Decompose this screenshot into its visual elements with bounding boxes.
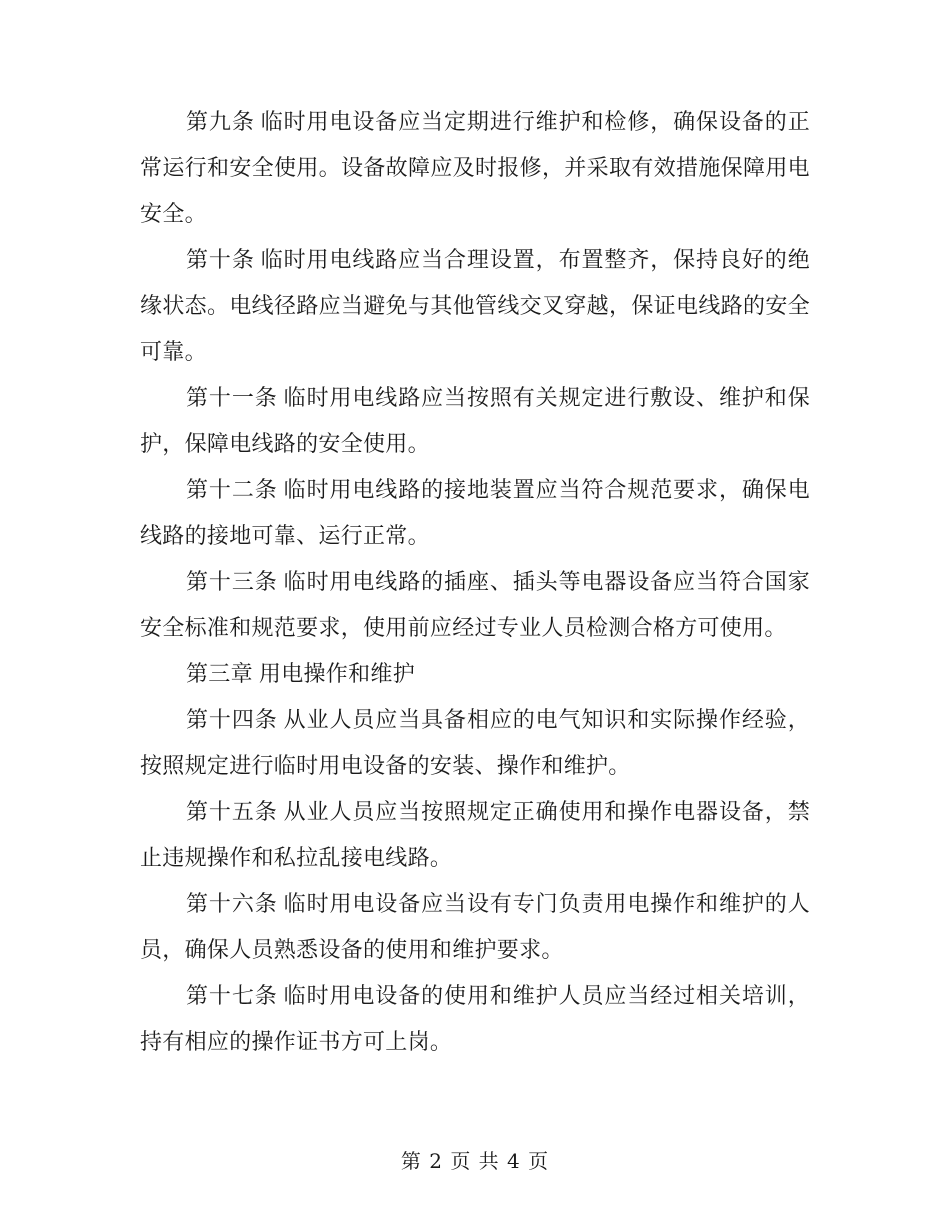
article-9 [140, 100, 810, 238]
article-label: 第十六条 [186, 892, 278, 917]
article-15 [140, 790, 810, 882]
article-text: 临时用电设备的使用和维护人员应当经过相关培训，持有相应的操作证书方可上岗。 [140, 984, 811, 1055]
article-label: 第十一条 [186, 386, 278, 411]
article-10 [140, 238, 810, 376]
document-body [140, 100, 810, 1066]
article-text: 从业人员应当按照规定正确使用和操作电器设备，禁止违规操作和私拉乱接电线路。 [140, 800, 811, 871]
article-label: 第十五条 [186, 800, 278, 825]
article-text: 临时用电设备应当设有专门负责用电操作和维护的人员，确保人员熟悉设备的使用和维护要求。 [140, 892, 811, 963]
article-11 [140, 376, 810, 468]
article-label: 第十条 [186, 248, 255, 273]
page-number-footer: 第 2 页 共 4 页 [400, 1149, 550, 1173]
article-text: 临时用电设备应当定期进行维护和检修，确保设备的正常运行和安全使用。设备故障应及时报修，并采取有效措施保障用电安全。 [140, 110, 810, 227]
article-label: 第十七条 [186, 984, 278, 1009]
article-16 [140, 882, 810, 974]
article-text: 临时用电线路应当按照有关规定进行敷设、维护和保护，保障电线路的安全使用。 [140, 386, 811, 457]
chapter-3-heading [140, 652, 810, 698]
article-text: 临时用电线路的插座、插头等电器设备应当符合国家安全标准和规范要求，使用前应经过专业人员检测合格方可使用。 [140, 570, 811, 641]
article-text: 从业人员应当具备相应的电气知识和实际操作经验，按照规定进行临时用电设备的安装、操作和维护。 [140, 708, 811, 779]
article-text: 临时用电线路应当合理设置，布置整齐，保持良好的绝缘状态。电线径路应当避免与其他管线交叉穿越，保证电线路的安全可靠。 [140, 248, 810, 365]
article-label: 第十四条 [186, 708, 278, 733]
article-label: 第十二条 [186, 478, 278, 503]
chapter-label: 第三章 [186, 662, 253, 687]
article-13 [140, 560, 810, 652]
article-label: 第十三条 [186, 570, 278, 595]
article-text: 临时用电线路的接地装置应当符合规范要求，确保电线路的接地可靠、运行正常。 [140, 478, 811, 549]
chapter-title: 用电操作和维护 [258, 662, 416, 687]
article-12 [140, 468, 810, 560]
article-17 [140, 974, 810, 1066]
article-label: 第九条 [186, 110, 255, 135]
article-14 [140, 698, 810, 790]
